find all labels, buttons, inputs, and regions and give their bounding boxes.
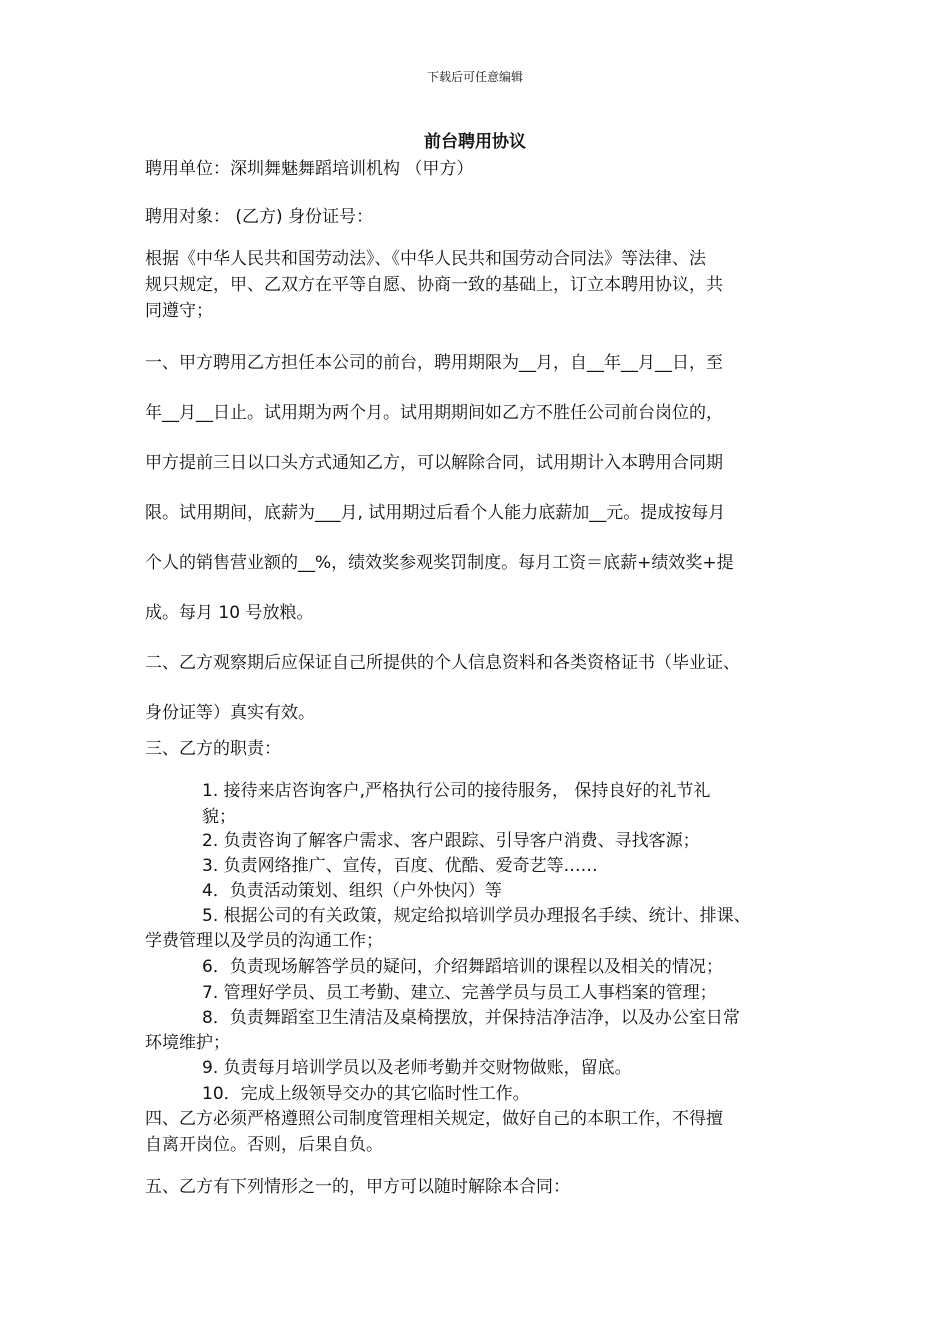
preamble-line-1: 根据《中华人民共和国劳动法》、《中华人民共和国劳动合同法》等法律、法: [145, 249, 706, 269]
duty-7: 7. 管理好学员、员工考勤、建立、完善学员与员工人事档案的管理；: [202, 983, 717, 1003]
clause-1-line-6: 成。每月 10 号放粮。: [145, 603, 314, 623]
clause-1-line-3: 甲方提前三日以口头方式通知乙方，可以解除合同，试用期计入本聘用合同期: [145, 453, 723, 473]
duty-10: 10．完成上级领导交办的其它临时性工作。: [202, 1084, 530, 1104]
document-title: 前台聘用协议: [424, 132, 526, 152]
duty-8-line-1: 8．负责舞蹈室卫生清洁及桌椅摆放，并保持洁净洁净，以及办公室日常: [202, 1008, 740, 1028]
clause-3-heading: 三、乙方的职责：: [145, 739, 281, 759]
preamble-line-3: 同遵守；: [145, 301, 213, 321]
duty-3: 3. 负责网络推广、宣传，百度、优酷、爱奇艺等……: [202, 856, 598, 876]
duty-5-line-2: 学费管理以及学员的沟通工作；: [145, 931, 383, 951]
clause-1-line-2: 年__月__日止。试用期为两个月。试用期期间如乙方不胜任公司前台岗位的，: [145, 403, 723, 423]
preamble-line-2: 规只规定，甲、乙双方在平等自愿、协商一致的基础上，订立本聘用协议，共: [145, 275, 723, 295]
duty-9: 9. 负责每月培训学员以及老师考勤并交财物做账，留底。: [202, 1058, 632, 1078]
duty-8-line-2: 环境维护；: [145, 1033, 230, 1053]
duty-5-line-1: 5. 根据公司的有关政策，规定给拟培训学员办理报名手续、统计、排课、: [202, 906, 751, 926]
duty-2: 2. 负责咨询了解客户需求、客户跟踪、引导客户消费、寻找客源；: [202, 831, 700, 851]
clause-4-line-2: 自离开岗位。否则，后果自负。: [145, 1135, 383, 1155]
duty-1-line-2: 貌；: [202, 807, 236, 827]
clause-4-line-1: 四、乙方必须严格遵照公司制度管理相关规定，做好自己的本职工作，不得擅: [145, 1109, 723, 1129]
clause-1-line-5: 个人的销售营业额的__%，绩效奖参观奖罚制度。每月工资＝底薪+绩效奖+提: [145, 553, 734, 573]
clause-1-line-1: 一、甲方聘用乙方担任本公司的前台，聘用期限为__月，自__年__月__日，至: [145, 353, 723, 373]
duty-4: 4．负责活动策划、组织（户外快闪）等: [202, 881, 502, 901]
employer-line: 聘用单位：深圳舞魅舞蹈培训机构 （甲方）: [145, 159, 474, 179]
clause-2-line-1: 二、乙方观察期后应保证自己所提供的个人信息资料和各类资格证书（毕业证、: [145, 653, 740, 673]
clause-1-line-4: 限。试用期间，底薪为___月, 试用期过后看个人能力底薪加__元。提成按每月: [145, 503, 726, 523]
header-note: 下载后可任意编辑: [426, 70, 523, 84]
duty-6: 6．负责现场解答学员的疑问，介绍舞蹈培训的课程以及相关的情况；: [202, 957, 723, 977]
clause-5-heading: 五、乙方有下列情形之一的，甲方可以随时解除本合同：: [145, 1177, 570, 1197]
employee-line: 聘用对象： (乙方) 身份证号：: [145, 207, 374, 227]
duty-1-line-1: 1. 接待来店咨询客户,严格执行公司的接待服务， 保持良好的礼节礼: [202, 781, 711, 801]
clause-2-line-2: 身份证等）真实有效。: [145, 703, 315, 723]
